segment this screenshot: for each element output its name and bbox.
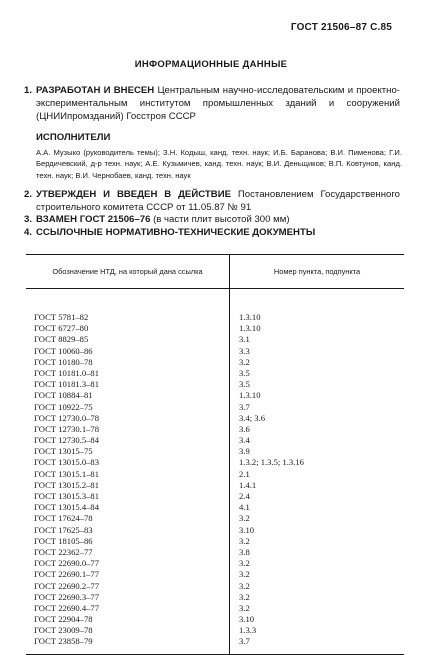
table-cell-clause: 1.4.1 bbox=[239, 479, 257, 490]
table-cell-ntd: ГОСТ 10181.3–81 bbox=[34, 379, 100, 390]
table-cell-clause: 3.4; 3.6 bbox=[239, 412, 266, 423]
item-number: 3. bbox=[24, 214, 33, 225]
table-cell-clause: 3.6 bbox=[239, 423, 250, 434]
table-cell-clause: 3.10 bbox=[239, 614, 255, 625]
page-header-code: ГОСТ 21506–87 С.85 bbox=[290, 22, 392, 33]
item-number: 2. bbox=[24, 189, 33, 200]
table-cell-ntd: ГОСТ 22690.3–77 bbox=[34, 591, 100, 602]
table-cell-ntd: ГОСТ 23009–78 bbox=[34, 625, 93, 636]
table-cell-ntd: ГОСТ 22690.0–77 bbox=[34, 558, 100, 569]
table-cell-ntd: ГОСТ 12730.5–84 bbox=[34, 435, 100, 446]
table-cell-ntd: ГОСТ 22904–78 bbox=[34, 614, 93, 625]
column-clause bbox=[230, 289, 404, 654]
table-cell-clause: 3.2 bbox=[239, 569, 250, 580]
table-cell-clause: 3.1 bbox=[239, 334, 250, 345]
table-cell-clause: 3.2 bbox=[239, 535, 250, 546]
table-cell-ntd: ГОСТ 23858–79 bbox=[34, 636, 93, 647]
item-text: (в части плит высотой 300 мм) bbox=[153, 214, 290, 225]
executors-list: А.А. Музыко (руководитель темы); З.Н. Кодыш, канд. техн. наук; И.Б. Баранова; В.И. Пименова; Г.И. Бердичевский, д-р техн. наук; А.Е. Кузьмичев, канд. техн. наук; В.И. Деньщиков; В.П. Ковтунов, канд. техн. наук; В.И. Чернобаев, канд. техн. наук bbox=[36, 148, 402, 180]
table-cell-ntd: ГОСТ 17624–78 bbox=[34, 513, 93, 524]
table-cell-ntd: ГОСТ 12730.1–78 bbox=[34, 423, 100, 434]
table-cell-clause: 3.2 bbox=[239, 602, 250, 613]
table-cell-ntd: ГОСТ 22690.2–77 bbox=[34, 580, 100, 591]
table-cell-clause: 3.4 bbox=[239, 435, 250, 446]
table-cell-ntd: ГОСТ 6727–80 bbox=[34, 323, 89, 334]
table-cell-ntd: ГОСТ 17625–83 bbox=[34, 524, 93, 535]
item-lead: УТВЕРЖДЕН И ВВЕДЕН В ДЕЙСТВИЕ bbox=[36, 189, 231, 200]
item-replaces bbox=[24, 213, 400, 226]
item-lead: ССЫЛОЧНЫЕ НОРМАТИВНО-ТЕХНИЧЕСКИЕ ДОКУМЕНТЫ bbox=[36, 227, 316, 238]
table-cell-clause: 3.2 bbox=[239, 558, 250, 569]
executors-block bbox=[36, 131, 402, 181]
table-cell-clause: 1.3.10 bbox=[239, 312, 261, 322]
table-cell-clause: 3.7 bbox=[239, 401, 250, 412]
table-cell-ntd: ГОСТ 5781–82 bbox=[34, 312, 89, 322]
item-references bbox=[24, 226, 400, 239]
executors-heading: ИСПОЛНИТЕЛИ bbox=[36, 132, 111, 143]
table-header bbox=[26, 255, 404, 289]
table-cell-ntd: ГОСТ 22362–77 bbox=[34, 546, 93, 557]
table-cell-ntd: ГОСТ 10180–78 bbox=[34, 356, 93, 367]
table-cell-ntd: ГОСТ 13015.2–81 bbox=[34, 479, 100, 490]
table-cell-clause: 1.3.2; 1.3.5; 1.3.16 bbox=[239, 457, 304, 468]
table-cell-clause: 3.8 bbox=[239, 546, 250, 557]
item-lead: РАЗРАБОТАН И ВНЕСЕН bbox=[36, 85, 155, 96]
table-cell-ntd: ГОСТ 13015.3–81 bbox=[34, 491, 100, 501]
table-cell-ntd: ГОСТ 13015.1–81 bbox=[34, 468, 100, 479]
table-cell-clause: 1.3.10 bbox=[239, 323, 261, 334]
table-cell-ntd: ГОСТ 13015.4–84 bbox=[34, 502, 100, 513]
item-approved bbox=[24, 188, 400, 214]
table-cell-clause: 3.2 bbox=[239, 580, 250, 591]
item-lead: ВЗАМЕН ГОСТ 21506–76 bbox=[36, 214, 151, 225]
table-cell-ntd: ГОСТ 22690.4–77 bbox=[34, 602, 100, 613]
table-cell-ntd: ГОСТ 12730.0–78 bbox=[34, 412, 100, 423]
table-cell-ntd: ГОСТ 10060–86 bbox=[34, 345, 93, 356]
table-cell-clause: 3.9 bbox=[239, 446, 250, 457]
reference-table bbox=[26, 254, 404, 655]
table-cell-ntd: ГОСТ 10922–75 bbox=[34, 401, 93, 412]
table-cell-ntd: ГОСТ 18105–86 bbox=[34, 535, 93, 546]
table-cell-ntd: ГОСТ 13015–75 bbox=[34, 446, 93, 457]
table-cell-clause: 3.2 bbox=[239, 356, 250, 367]
table-cell-clause: 3.5 bbox=[239, 379, 250, 390]
header-clause: Номер пункта, подпункта bbox=[273, 267, 361, 276]
item-text: Центральным научно-исследовательским и проектно-экспериментальным институтом промышленных зданий и сооружений (ЦНИИпромзданий) Госстроя СССР bbox=[36, 85, 400, 122]
table-cell-clause: 2.1 bbox=[239, 468, 250, 479]
header-ntd: Обозначение НТД, на который дана ссылка bbox=[26, 255, 230, 288]
info-data-title: ИНФОРМАЦИОННЫЕ ДАННЫЕ bbox=[134, 59, 288, 70]
table-cell-ntd: ГОСТ 13015.0–83 bbox=[34, 457, 100, 468]
table-cell-clause: 3.2 bbox=[239, 513, 250, 524]
table-cell-ntd: ГОСТ 10884–81 bbox=[34, 390, 93, 401]
table-body bbox=[26, 289, 404, 654]
item-number: 1. bbox=[24, 85, 33, 96]
item-text: Постановлением Государственного строительного комитета СССР от 11.05.87 № 91 bbox=[36, 189, 400, 213]
table-cell-ntd: ГОСТ 22690.1–77 bbox=[34, 569, 100, 580]
table-cell-clause: 3.10 bbox=[239, 524, 255, 535]
table-cell-clause: 4.1 bbox=[239, 502, 250, 513]
item-developed bbox=[24, 84, 400, 123]
table-cell-clause: 1.3.3 bbox=[239, 625, 257, 636]
table-cell-clause: 3.3 bbox=[239, 345, 250, 356]
table-cell-clause: 1.3.10 bbox=[239, 390, 261, 401]
table-cell-clause: 3.7 bbox=[239, 636, 250, 647]
item-number: 4. bbox=[24, 227, 33, 238]
table-cell-clause: 3.5 bbox=[239, 367, 250, 378]
table-cell-clause: 3.2 bbox=[239, 591, 250, 602]
column-ntd bbox=[26, 289, 230, 654]
table-cell-ntd: ГОСТ 10181.0–81 bbox=[34, 367, 100, 378]
table-cell-ntd: ГОСТ 8829–85 bbox=[34, 334, 89, 345]
table-cell-clause: 2.4 bbox=[239, 491, 250, 501]
